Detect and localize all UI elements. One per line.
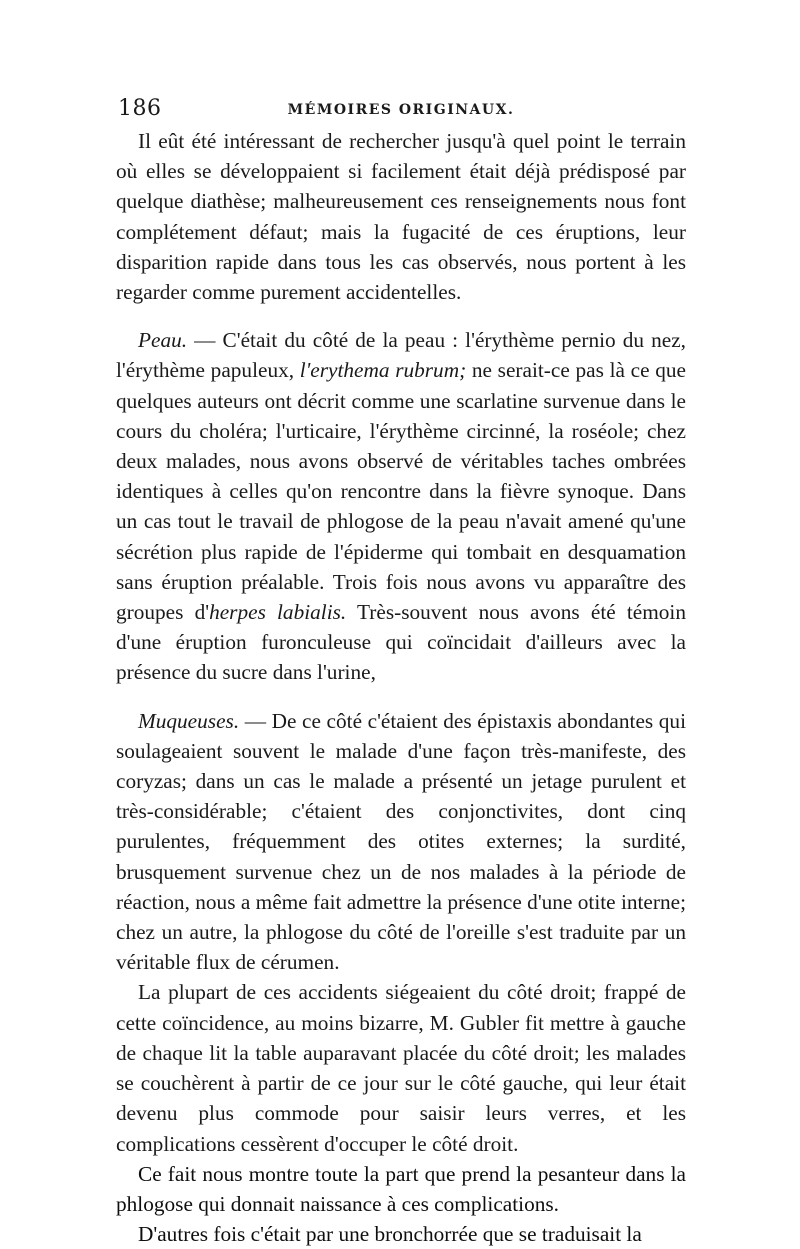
paragraph-muqueuses: [116, 706, 686, 978]
paragraph-bronchorree: [116, 1219, 686, 1249]
section-lead-muqueuses: Muqueuses.: [138, 708, 240, 733]
paragraph-text: — C'était du côté de la peau : l'érythème pernio du nez, l'érythème papuleux,: [116, 328, 686, 383]
paragraph-pesanteur: [116, 1159, 686, 1219]
paragraph-text: — De ce côté c'étaient des épistaxis abondantes qui soulageaient souvent le malade d'une façon très-manifeste, des coryzas; dans un cas le malade a présenté un jetage purulent et très-considérable; c'étaient des conjonctivites, dont cinq purulentes, fréquemment des otites externes; la surdité, brusquement survenue chez un de nos malades à la période de réaction, nous a même fait admettre la présence d'une otite interne; chez un autre, la phlogose du côté de l'oreille s'est traduite par un véritable flux de cérumen.: [116, 708, 686, 975]
paragraph-peau: [116, 325, 686, 687]
paragraph-text: Ce fait nous montre toute la part que prend la pesanteur dans la phlogose qui donnait naissance à ces complications.: [116, 1161, 686, 1216]
paragraph-text: ne serait-ce pas là ce que quelques auteurs ont décrit comme une scarlatine survenue dans le cours du choléra; l'urticaire, l'érythème circinné, la roséole; chez deux malades, nous avons observé de véritables taches ombrées identiques à celles qu'on rencontre dans la fièvre synoque. Dans un cas tout le travail de phlogose de la peau n'avait amené qu'une sécrétion plus rapide de l'épiderme qui tombait en desquamation sans éruption préalable. Trois fois nous avons vu apparaître des groupes d': [116, 358, 687, 625]
paragraph-terrain: [116, 126, 686, 307]
paragraph-text: La plupart de ces accidents siégeaient du côté droit; frappé de cette coïncidence, au moins bizarre, M. Gubler fit mettre à gauche de chaque lit la table auparavant placée du côté droit; les malades se couchèrent à partir de ce jour sur le côté gauche, qui leur était devenu plus commode pour saisir leurs verres, et les complications cessèrent d'occuper le côté droit.: [116, 980, 686, 1156]
paragraph-text: Il eût été intéressant de rechercher jusqu'à quel point le terrain où elles se développaient si facilement était déjà prédisposé par quelque diathèse; malheureusement ces renseignements nous font complétement défaut; mais la fugacité de ces éruptions, leur disparition rapide dans tous les cas observés, nous portent à les regarder comme purement accidentelles.: [116, 129, 686, 305]
paragraph-text: D'autres fois c'était par une bronchorrée que se traduisait la: [138, 1222, 642, 1247]
paragraph-cote-droit: [116, 977, 686, 1158]
running-head: MÉMOIRES ORIGINAUX.: [287, 102, 515, 118]
paragraph-text: Très-souvent nous avons été témoin d'une éruption furonculeuse qui coïncidait d'ailleurs avec la présence du sucre dans l'urine,: [116, 600, 686, 685]
section-lead-peau: Peau.: [138, 328, 188, 353]
body-text: [116, 126, 686, 1249]
page-number: 186: [118, 96, 162, 121]
italic-term: herpes labialis.: [209, 600, 347, 625]
italic-term: l'erythema rubrum;: [299, 358, 467, 383]
page-header: [118, 96, 684, 126]
